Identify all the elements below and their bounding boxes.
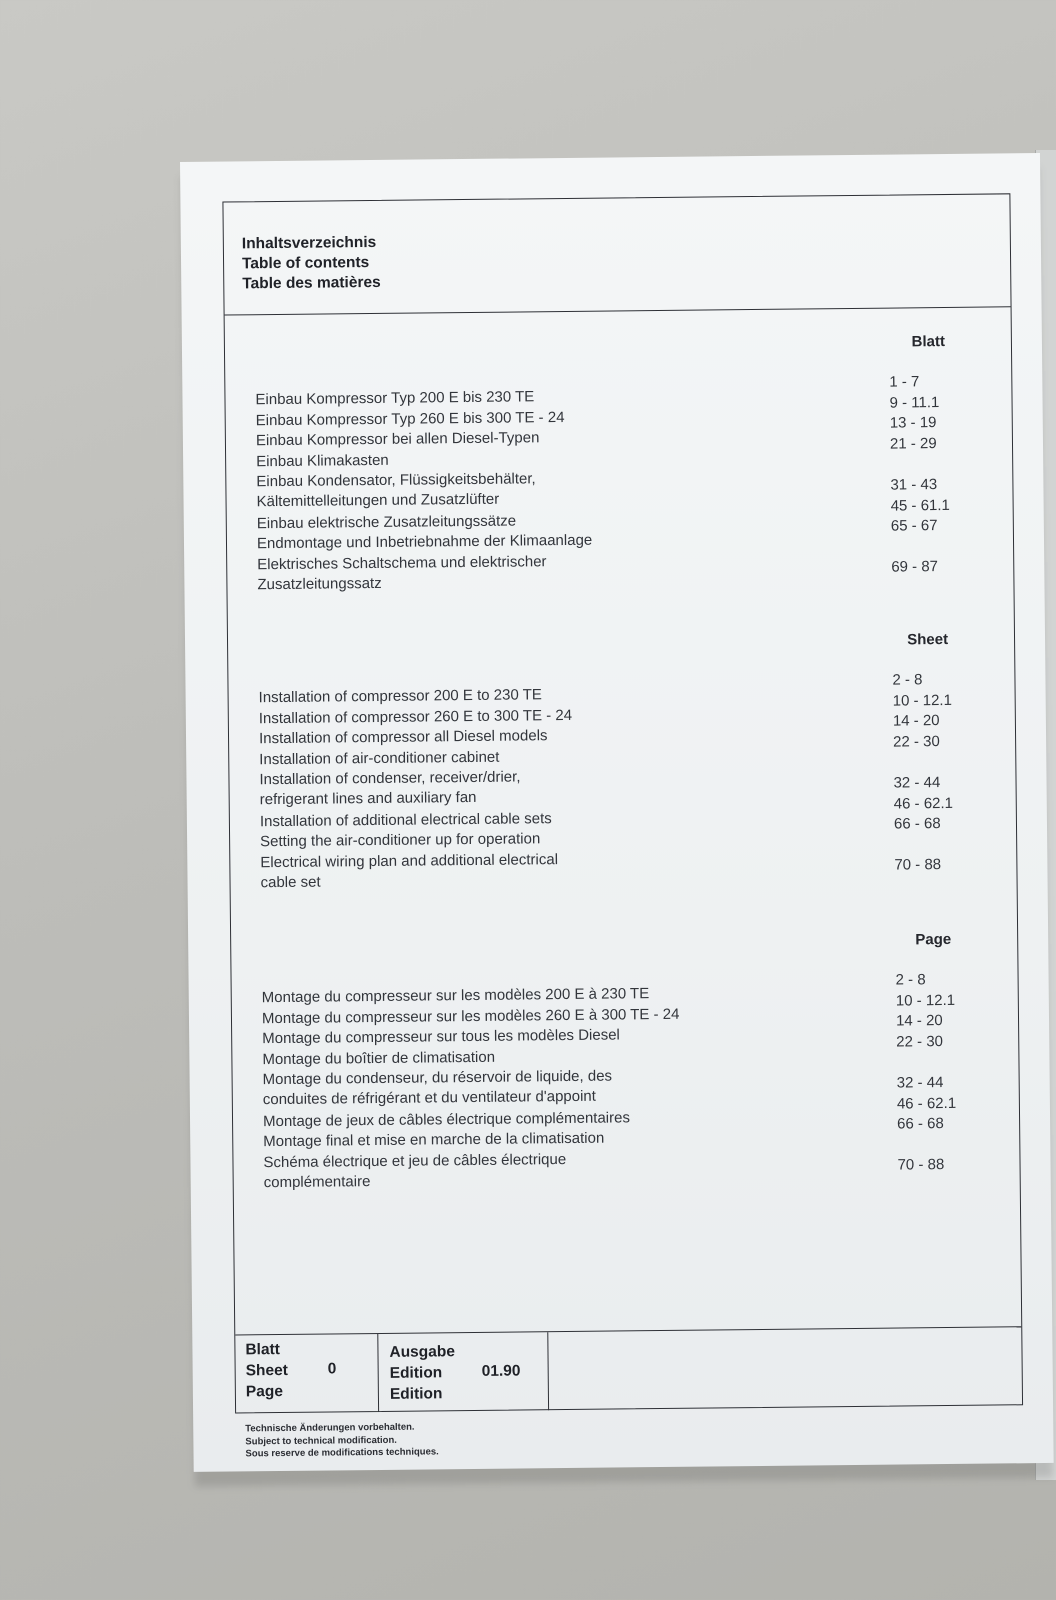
toc-entry-pages: 1 - 7 <box>889 373 920 391</box>
toc-entry-title-line: Montage du boîtier de climatisation <box>262 1048 496 1068</box>
toc-section-2 <box>258 630 986 891</box>
toc-entry-title-line: Einbau Kompressor Typ 200 E bis 230 TE <box>255 388 535 409</box>
toc-entry-title-line: Montage du compresseur sur les modèles 260 E à 300 TE - 24 <box>261 1005 680 1027</box>
toc-entry-title <box>256 408 565 431</box>
page-frame <box>222 193 1023 1413</box>
toc-entry-title-line: refrigerant lines and auxiliary fan <box>259 789 477 809</box>
title-en: Table of contents <box>241 254 370 273</box>
section-heading: Sheet <box>907 630 949 649</box>
toc-title <box>242 233 381 294</box>
toc-entry-title-line: Einbau Klimakasten <box>256 451 389 471</box>
toc-entry-title <box>259 706 572 729</box>
toc-entry-title <box>259 726 548 749</box>
sheet-label-fr: Page <box>245 1382 284 1401</box>
disclaimer-fr: Sous reserve de modifications techniques. <box>245 1446 439 1460</box>
toc-entry-title <box>256 428 540 451</box>
toc-entry-pages: 66 - 68 <box>897 1115 944 1133</box>
toc-entry-pages: 9 - 11.1 <box>889 393 940 412</box>
toc-entry-pages: 32 - 44 <box>893 774 941 792</box>
edition-labels <box>389 1341 455 1405</box>
header-divider <box>225 306 1011 315</box>
disclaimer <box>245 1421 439 1461</box>
toc-entry-pages: 13 - 19 <box>889 414 937 432</box>
toc-entry-title <box>257 552 547 595</box>
title-de: Inhaltsverzeichnis <box>241 233 377 253</box>
toc-entry-title-line: Montage du compresseur sur tous les modèles Diesel <box>262 1026 620 1048</box>
section-heading: Page <box>915 930 952 949</box>
toc-entry-pages: 70 - 88 <box>894 856 942 874</box>
sheet-label-de: Blatt <box>245 1341 280 1359</box>
toc-entry-title-line: Zusatzleitungssatz <box>257 574 382 594</box>
toc-entry-title-line: Montage de jeux de câbles électrique complémentaires <box>262 1108 631 1130</box>
toc-entry-title-line: Electrical wiring plan and additional electrical <box>260 850 559 871</box>
toc-entry-pages: 46 - 62.1 <box>893 794 954 813</box>
disclaimer-de: Technische Änderungen vorbehalten. <box>245 1421 415 1435</box>
toc-entry-title <box>262 1026 620 1050</box>
toc-entry-pages: 2 - 8 <box>892 671 923 689</box>
toc-entry-pages: 46 - 62.1 <box>896 1094 957 1113</box>
edition-cell <box>377 1332 549 1412</box>
toc-entry-pages: 31 - 43 <box>890 476 938 494</box>
toc-entry-title-line: Kältemittelleitungen und Zusatzlüfter <box>256 491 500 511</box>
toc-entry-title <box>260 809 552 832</box>
toc-entry-title <box>256 470 536 513</box>
toc-entry-pages: 2 - 8 <box>895 971 926 989</box>
toc-section-3 <box>261 930 989 1191</box>
toc-entry-title <box>263 1067 613 1111</box>
toc-entry-title-line: cable set <box>260 873 321 891</box>
toc-entry-title <box>260 829 540 852</box>
toc-entry-title <box>255 387 534 410</box>
toc-entry-title-line: Schéma électrique et jeu de câbles électrique <box>263 1150 567 1171</box>
toc-entry-title-line: Einbau Kondensator, Flüssigkeitsbehälter, <box>256 470 536 491</box>
footer-box <box>235 1326 1022 1413</box>
toc-entry-pages: 45 - 61.1 <box>890 496 950 515</box>
edition-value: 01.90 <box>481 1362 521 1380</box>
toc-entry-pages: 65 - 67 <box>890 517 938 535</box>
toc-entry-pages: 21 - 29 <box>889 434 937 453</box>
toc-entry-pages: 66 - 68 <box>893 815 941 833</box>
toc-entry-pages: 14 - 20 <box>895 1012 943 1030</box>
toc-entry-title-line: Installation of additional electrical cable sets <box>259 809 552 830</box>
sheet-labels <box>245 1339 288 1402</box>
toc-entry-title-line: complémentaire <box>263 1172 371 1191</box>
toc-entry-title-line: Einbau elektrische Zusatzleitungssätze <box>256 512 517 532</box>
toc-entry-pages: 32 - 44 <box>896 1074 944 1092</box>
toc-entry-title-line: Installation of compressor all Diesel models <box>258 727 548 748</box>
toc-entry-pages: 22 - 30 <box>893 732 940 751</box>
toc-entry-title-line: Einbau Kompressor Typ 260 E bis 300 TE - 24 <box>255 408 565 429</box>
toc-entry-title <box>259 747 499 770</box>
toc-entry-title <box>256 451 389 472</box>
toc-section-1 <box>255 333 983 594</box>
toc-entry-title-line: Installation of condenser, receiver/drier, <box>259 768 521 789</box>
sheet-cell <box>235 1334 379 1413</box>
document-page <box>180 153 1054 1472</box>
toc-entry-title <box>263 1150 566 1193</box>
toc-entry-title-line: Setting the air-conditioner up for operation <box>260 830 541 851</box>
edition-label-de: Ausgabe <box>389 1343 456 1361</box>
toc-entry-title <box>257 531 592 555</box>
sheet-number: 0 <box>327 1360 337 1378</box>
toc-entry-title <box>262 1048 495 1070</box>
toc-entry-title <box>257 511 517 534</box>
toc-entry-pages: 10 - 12.1 <box>895 991 956 1010</box>
edition-label-fr: Edition <box>389 1385 443 1403</box>
toc-entry-title-line: Montage final et mise en marche de la climatisation <box>263 1129 605 1151</box>
toc-entry-title <box>259 685 542 708</box>
toc-entry-title-line: Installation of air-conditioner cabinet <box>259 748 500 768</box>
toc-entry-title-line: Installation of compressor 200 E to 230 TE <box>258 686 542 707</box>
toc-entry-pages: 10 - 12.1 <box>892 691 952 710</box>
toc-entry-pages: 22 - 30 <box>896 1032 944 1051</box>
toc-entry-pages: 14 - 20 <box>892 712 940 730</box>
toc-entry-title <box>259 768 520 811</box>
edition-label-en: Edition <box>389 1364 443 1382</box>
toc-entry-pages: 69 - 87 <box>891 558 939 576</box>
toc-entry-title-line: Elektrisches Schaltschema und elektrischer <box>257 552 547 574</box>
title-fr: Table des matières <box>242 273 381 293</box>
section-heading: Blatt <box>911 333 946 351</box>
toc-entry-title <box>263 1129 604 1153</box>
toc-entry-title <box>260 850 558 893</box>
sheet-label-en: Sheet <box>245 1361 288 1380</box>
toc-entry-title-line: Montage du condenseur, du réservoir de liquide, des <box>262 1067 613 1089</box>
toc-entry-title-line: Installation of compressor 260 E to 300 TE - 24 <box>258 706 573 727</box>
toc-entry-title-line: conduites de réfrigérant et du ventilateur d'appoint <box>262 1088 596 1109</box>
toc-entry-pages: 70 - 88 <box>897 1156 945 1174</box>
toc-entry-title-line: Einbau Kompressor bei allen Diesel-Typen <box>255 429 540 450</box>
toc-entry-title-line: Endmontage und Inbetriebnahme der Klimaanlage <box>256 531 593 553</box>
toc-entry-title-line: Montage du compresseur sur les modèles 200 E à 230 TE <box>261 985 650 1007</box>
disclaimer-en: Subject to technical modification. <box>245 1434 397 1447</box>
